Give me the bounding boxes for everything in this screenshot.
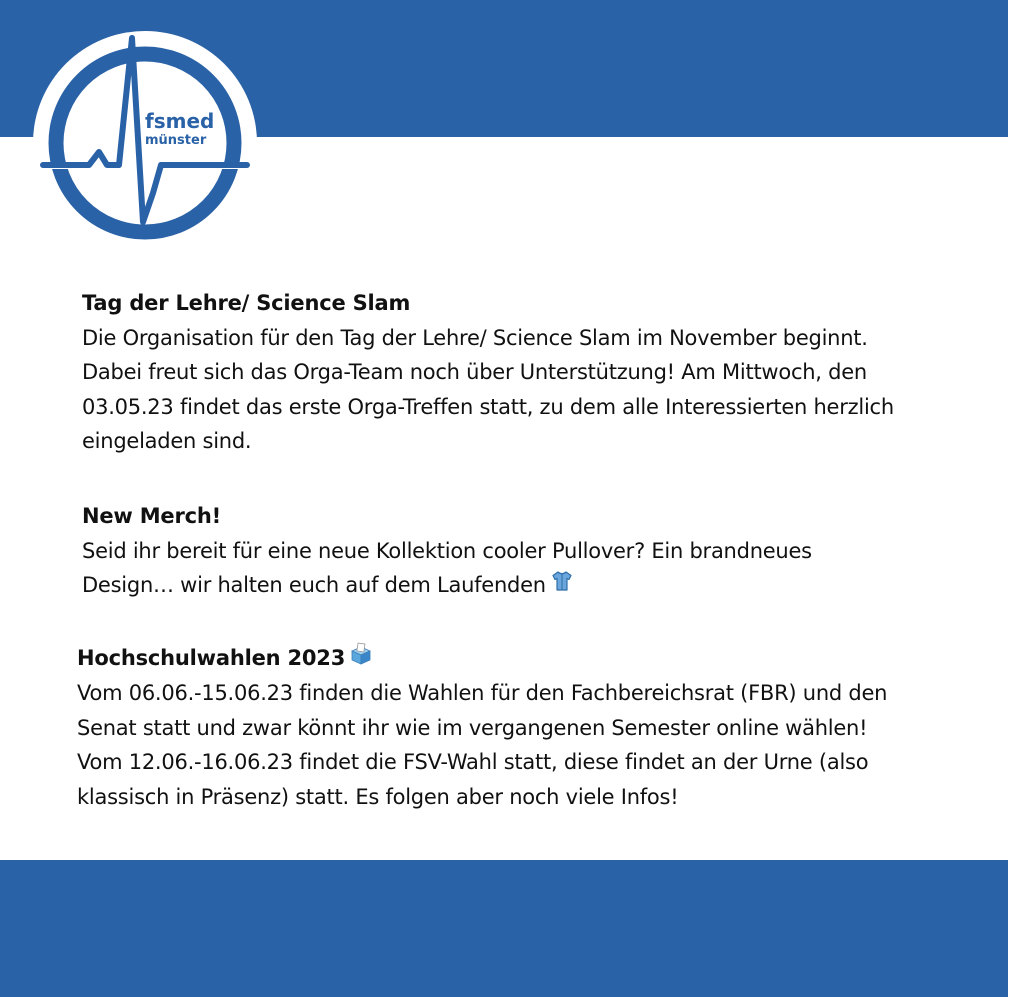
right-edge: [1008, 0, 1024, 997]
section-text-line: klassisch in Präsenz) statt. Es folgen aber noch viele Infos!: [77, 784, 679, 809]
shirt-icon: [550, 569, 574, 604]
section-text-line: Vom 06.06.-15.06.23 finden die Wahlen für den Fachbereichsrat (FBR) und den: [77, 681, 888, 706]
section-text: Design… wir halten euch auf dem Laufenden: [82, 573, 546, 597]
section-text-line: Vom 12.06.-16.06.23 findet die FSV-Wahl statt, diese findet an der Urne (also: [77, 750, 869, 775]
section-title: New Merch!: [82, 504, 222, 528]
section-text-line: Dabei freut sich das Orga-Team noch über Unterstützung! Am Mittwoch, den: [82, 360, 867, 384]
ballot-box-icon: [349, 642, 373, 677]
logo-text-muenster: münster: [145, 133, 207, 148]
section-text-line: 03.05.23 findet das erste Orga-Treffen statt, zu dem alle Interessierten herzlich: [82, 394, 894, 419]
footer-band: [0, 860, 1008, 997]
section-text-line: Senat statt und zwar könnt ihr wie im vergangenen Semester online wählen!: [77, 715, 868, 740]
section-title-with-emoji: [77, 641, 887, 676]
section-text-line: eingeladen sind.: [82, 429, 252, 453]
section-hochschulwahlen: [77, 641, 887, 814]
section-text-line-with-emoji: [82, 568, 812, 603]
section-text-line: Seid ihr bereit für eine neue Kollektion cooler Pullover? Ein brandneues: [82, 538, 812, 563]
section-tag-der-lehre: [82, 286, 894, 459]
section-text-line: Die Organisation für den Tag der Lehre/ Science Slam im November beginnt.: [82, 325, 868, 350]
section-new-merch: [82, 499, 812, 603]
logo-text-fsmed: fsmed: [145, 109, 215, 133]
section-title: Tag der Lehre/ Science Slam: [82, 291, 411, 315]
fsmed-logo: [31, 30, 259, 256]
section-title: Hochschulwahlen 2023: [77, 646, 346, 670]
